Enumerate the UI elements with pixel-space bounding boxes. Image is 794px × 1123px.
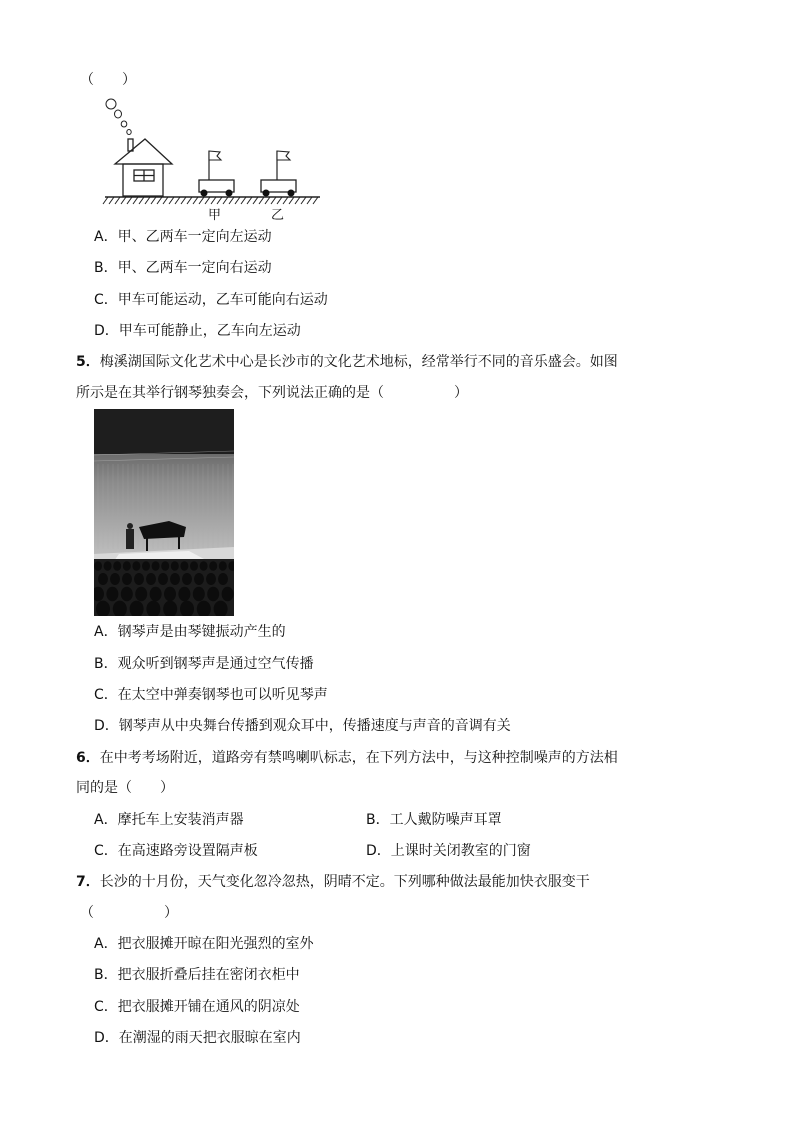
q6-stem-line1: 6．在中考考场附近，道路旁有禁鸣喇叭标志，在下列方法中，与这种控制噪声的方法相 bbox=[76, 750, 618, 766]
q6-option-c: C．在高速路旁设置隔声板 bbox=[94, 843, 258, 859]
q5-stem-line1: 5．梅溪湖国际文化艺术中心是长沙市的文化艺术地标，经常举行不同的音乐盛会。如图 bbox=[76, 354, 618, 370]
piano-recital-photo bbox=[94, 409, 234, 616]
house-icon bbox=[115, 139, 172, 196]
q6-option-a: A．摩托车上安装消声器 bbox=[94, 812, 244, 828]
q4-answer-paren: （ ） bbox=[80, 72, 136, 88]
q7-stem-line2: （ ） bbox=[80, 905, 178, 921]
q4-option-d: D．甲车可能静止，乙车向左运动 bbox=[94, 323, 301, 339]
q7-option-b: B．把衣服折叠后挂在密闭衣柜中 bbox=[94, 967, 300, 983]
q7-stem-line1: 7．长沙的十月份，天气变化忽冷忽热，阴晴不定。下列哪种做法最能加快衣服变干 bbox=[76, 874, 590, 890]
q6-number: 6． bbox=[76, 750, 100, 766]
car-jia-icon bbox=[199, 151, 234, 197]
smoke-icon bbox=[106, 99, 131, 135]
q6-stem-line2: 同的是（ ） bbox=[76, 780, 174, 796]
car-yi-icon bbox=[261, 151, 296, 197]
q6-option-d: D．上课时关闭教室的门窗 bbox=[366, 843, 531, 859]
q7-option-d: D．在潮湿的雨天把衣服晾在室内 bbox=[94, 1030, 301, 1046]
q5-option-d: D．钢琴声从中央舞台传播到观众耳中，传播速度与声音的音调有关 bbox=[94, 718, 511, 734]
q7-number: 7． bbox=[76, 874, 100, 890]
q5-option-b: B．观众听到钢琴声是通过空气传播 bbox=[94, 656, 314, 672]
q5-number: 5． bbox=[76, 354, 100, 370]
label-jia: 甲 bbox=[208, 208, 222, 222]
q6-option-b: B．工人戴防噪声耳罩 bbox=[366, 812, 502, 828]
ground-line bbox=[103, 197, 320, 204]
q4-option-a: A．甲、乙两车一定向左运动 bbox=[94, 229, 272, 245]
q4-option-c: C．甲车可能运动，乙车可能向右运动 bbox=[94, 292, 328, 308]
q5-option-c: C．在太空中弹奏钢琴也可以听见琴声 bbox=[94, 687, 328, 703]
label-yi: 乙 bbox=[271, 208, 285, 222]
q4-house-cars-figure bbox=[100, 94, 325, 222]
q7-option-c: C．把衣服摊开铺在通风的阴凉处 bbox=[94, 999, 300, 1015]
q4-option-b: B．甲、乙两车一定向右运动 bbox=[94, 260, 272, 276]
q5-option-a: A．钢琴声是由琴键振动产生的 bbox=[94, 624, 286, 640]
q7-option-a: A．把衣服摊开晾在阳光强烈的室外 bbox=[94, 936, 314, 952]
q5-stem-line2: 所示是在其举行钢琴独奏会，下列说法正确的是（ ） bbox=[76, 385, 468, 401]
